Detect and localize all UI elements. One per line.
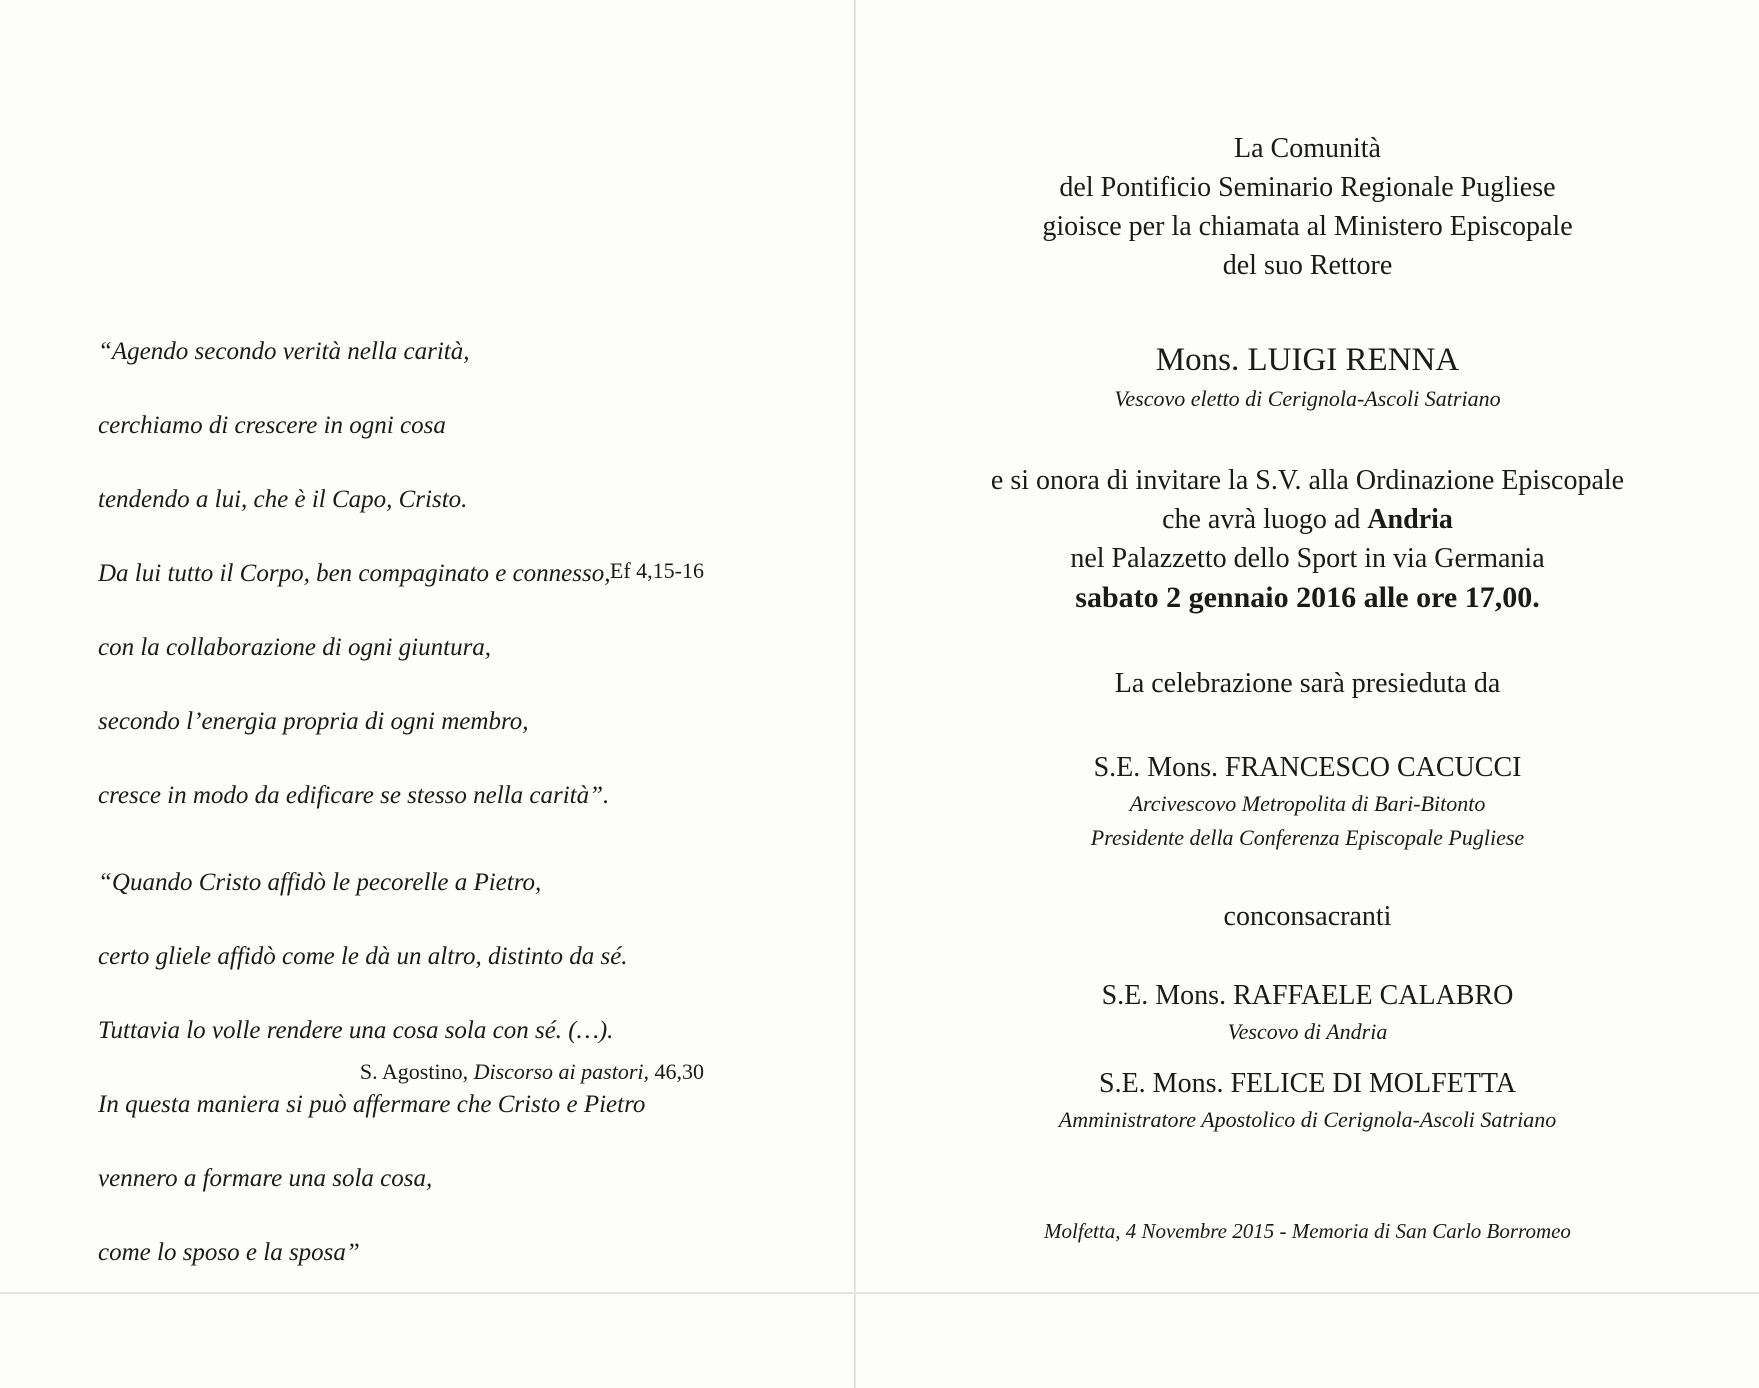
- presided-by-block: [856, 664, 1759, 703]
- quote-line: “Quando Cristo affidò le pecorelle a Pietro,: [98, 869, 542, 896]
- coconsecrator-name: S.E. Mons. RAFFAELE CALABRO: [1101, 980, 1514, 1011]
- intro-line: del Pontificio Seminario Regionale Pugliese: [1059, 172, 1556, 203]
- right-panel: [856, 0, 1759, 1388]
- presider-block: [856, 748, 1759, 855]
- intro-line: gioisce per la chiamata al Ministero Episcopale: [1042, 211, 1573, 242]
- coconsecrator-name: S.E. Mons. FELICE DI MOLFETTA: [1099, 1068, 1516, 1099]
- quote-line: con la collaborazione di ogni giuntura,: [98, 634, 492, 661]
- invitation-block: [856, 461, 1759, 617]
- quote-line: secondo l’energia propria di ogni membro,: [98, 708, 529, 735]
- invite-place-prefix: che avrà luogo ad: [1162, 504, 1368, 535]
- citation-work: Discorso ai pastori,: [473, 1059, 649, 1084]
- invite-venue: nel Palazzetto dello Sport in via Germania: [1070, 543, 1545, 574]
- invite-line: e si onora di invitare la S.V. alla Ordinazione Episcopale: [990, 465, 1625, 496]
- presided-by-label: La celebrazione sarà presieduta da: [1114, 668, 1501, 699]
- citation-author: S. Agostino,: [359, 1059, 469, 1084]
- invite-city: Andria: [1367, 504, 1453, 535]
- augustine-citation: [360, 1059, 704, 1085]
- quote-line: In questa maniera si può affermare che Cristo e Pietro: [98, 1091, 646, 1118]
- quote-line: “Agendo secondo verità nella carità,: [98, 338, 470, 365]
- quote-line: Tuttavia lo volle rendere una cosa sola con sé. (…).: [98, 1017, 614, 1044]
- coconsecrators-block: [856, 897, 1759, 936]
- bishop-elect-title: Vescovo eletto di Cerignola-Ascoli Satriano: [1114, 386, 1501, 411]
- intro-line: del suo Rettore: [1222, 250, 1393, 281]
- invite-line: [856, 500, 1759, 539]
- coconsecrator-block: [856, 1064, 1759, 1137]
- quote-line: certo gliele affidò come le dà un altro, distinto da sé.: [98, 943, 628, 970]
- quote-line: cresce in modo da edificare se stesso nella carità”.: [98, 782, 610, 809]
- coconsecrators-label: conconsacranti: [1223, 901, 1392, 932]
- quote-line: Da lui tutto il Corpo, ben compaginato e connesso,: [98, 560, 611, 587]
- presider-title: Arcivescovo Metropolita di Bari-Bitonto: [1129, 791, 1486, 816]
- quote-line: come lo sposo e la sposa”: [98, 1239, 360, 1266]
- presider-name: S.E. Mons. FRANCESCO CACUCCI: [1093, 752, 1522, 783]
- presider-title: Presidente della Conferenza Episcopale Pugliese: [1090, 825, 1525, 850]
- intro-line: La Comunità: [1234, 133, 1381, 164]
- citation-ref: 46,30: [654, 1059, 704, 1084]
- date-place-footer: Molfetta, 4 Novembre 2015 - Memoria di San Carlo Borromeo: [1044, 1219, 1571, 1243]
- quote-line: vennero a formare una sola cosa,: [98, 1165, 433, 1192]
- ephesians-citation: Ef 4,15-16: [609, 558, 704, 583]
- coconsecrator-block: [856, 976, 1759, 1049]
- augustine-quote: [98, 827, 708, 1271]
- ephesians-quote: [98, 296, 708, 814]
- bishop-elect-name: Mons. LUIGI RENNA: [1155, 342, 1460, 378]
- bishop-elect-block: [856, 338, 1759, 416]
- coconsecrator-title: Vescovo di Andria: [1227, 1019, 1388, 1044]
- quote-line: tendendo a lui, che è il Capo, Cristo.: [98, 486, 468, 513]
- intro-block: [856, 129, 1759, 285]
- quote-line: cerchiamo di crescere in ogni cosa: [98, 412, 446, 439]
- left-panel: [0, 0, 854, 1388]
- invite-date: sabato 2 gennaio 2016 alle ore 17,00.: [1075, 581, 1540, 614]
- coconsecrator-title: Amministratore Apostolico di Cerignola-Ascoli Satriano: [1058, 1107, 1557, 1132]
